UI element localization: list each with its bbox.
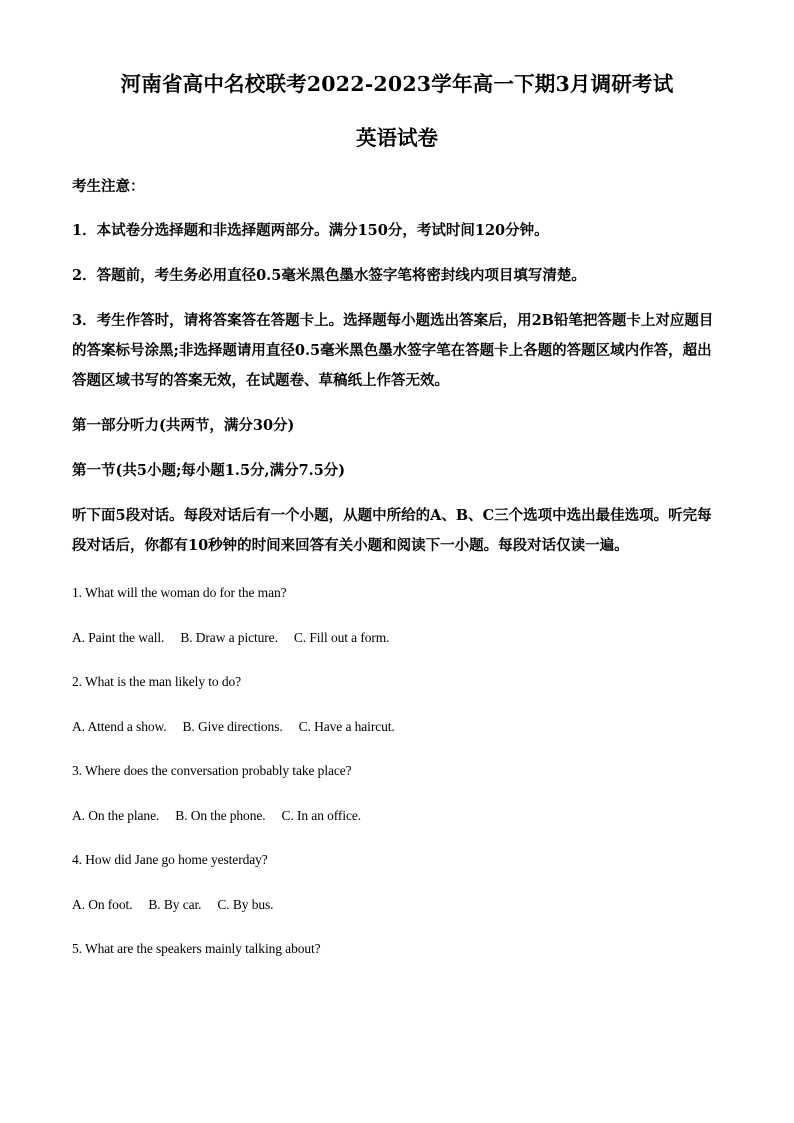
question-3-options [72, 806, 722, 826]
question-3: 3. Where does the conversation probably take place? [72, 763, 352, 778]
question-4-options [72, 895, 722, 915]
question-1-options [72, 628, 722, 648]
option-b: B. On the phone. [175, 807, 266, 823]
option-b: B. Draw a picture. [180, 629, 278, 645]
option-c: C. Have a haircut. [298, 718, 395, 734]
question-2-options [72, 717, 722, 737]
option-c: C. By bus. [217, 896, 274, 912]
question-5: 5. What are the speakers mainly talking about? [72, 941, 321, 956]
question-1: 1. What will the woman do for the man? [72, 585, 287, 600]
part-heading: 第一部分听力(共两节，满分30分) [72, 417, 295, 434]
listening-instructions: 听下面5段对话。每段对话后有一个小题，从题中所给的A、B、C三个选项中选出最佳选项。听完每段对话后，你都有10秒钟的时间来回答有关小题和阅读下一小题。每段对话仅读一遍。 [72, 507, 712, 554]
option-b: B. Give directions. [182, 718, 283, 734]
notice-item-1: 1．本试卷分选择题和非选择题两部分。满分150分，考试时间120分钟。 [72, 222, 549, 239]
subsection-heading: 第一节(共5小题;每小题1.5分,满分7.5分) [72, 462, 346, 479]
option-b: B. By car. [148, 896, 202, 912]
option-a: A. Attend a show. [72, 718, 167, 734]
notice-heading: 考生注意： [72, 178, 145, 195]
question-2: 2. What is the man likely to do? [72, 674, 242, 689]
option-a: A. On the plane. [72, 807, 160, 823]
question-4: 4. How did Jane go home yesterday? [72, 852, 268, 867]
option-a: A. On foot. [72, 896, 133, 912]
notice-item-3: 3．考生作答时，请将答案答在答题卡上。选择题每小题选出答案后，用2B铅笔把答题卡上对应题目的答案标号涂黑;非选择题请用直径0.5毫米黑色墨水签字笔在答题卡上各题的答题区域内作答，超出答题区域书写的答案无效，在试题卷、草稿纸上作答无效。 [72, 312, 714, 389]
option-c: C. In an office. [281, 807, 362, 823]
option-c: C. Fill out a form. [293, 629, 390, 645]
notice-item-2: 2．答题前，考生务必用直径0.5毫米黑色墨水签字笔将密封线内项目填写清楚。 [72, 267, 586, 284]
exam-subtitle: 英语试卷 [356, 126, 438, 150]
exam-title: 河南省高中名校联考2022-2023学年高一下期3月调研考试 [120, 72, 674, 96]
option-a: A. Paint the wall. [72, 629, 165, 645]
exam-content [72, 172, 722, 984]
